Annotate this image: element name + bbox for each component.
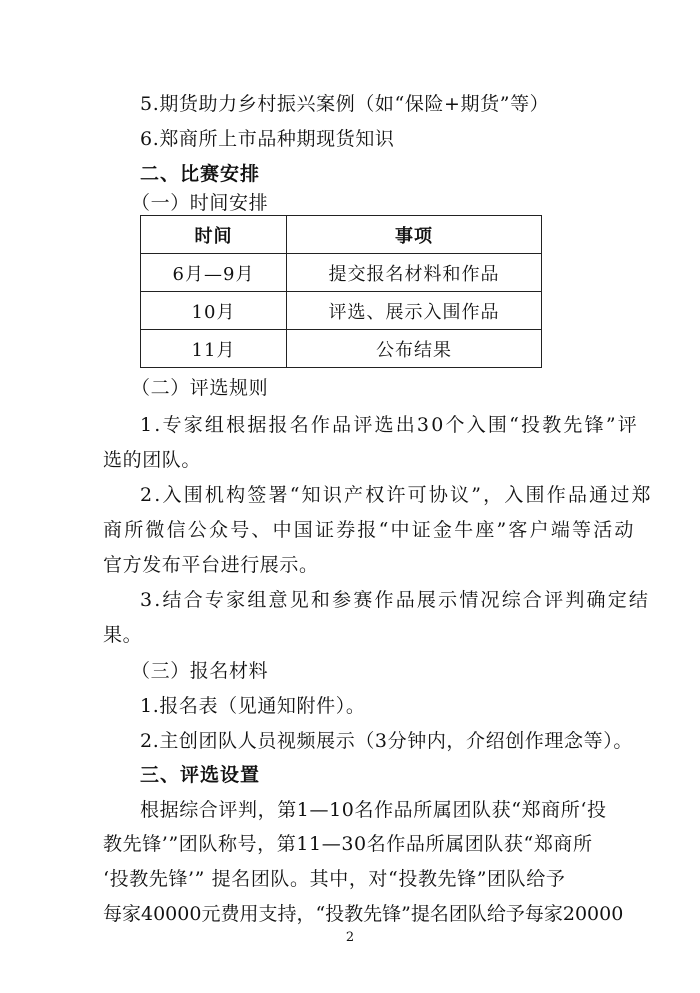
text-line: 教先锋’”团队称号，第11—30名作品所属团队获“郑商所 [103,833,593,855]
table-header-row [141,216,542,254]
table-cell: 提交报名材料和作品 [287,254,542,292]
table-cell: 10月 [141,292,287,330]
subsection-heading: （二）评选规则 [131,377,269,399]
subsection-heading: （三）报名材料 [131,660,269,682]
table-row [141,292,542,330]
text-line: 1.报名表（见通知附件）。 [140,695,366,717]
table-row [141,330,542,368]
text-line: 5.期货助力乡村振兴案例（如“保险+期货”等） [140,93,550,115]
text-line: 官方发布平台进行展示。 [103,554,319,576]
text-line: 每家40000元费用支持，“投教先锋”提名团队给予每家20000 [103,903,624,925]
text-line: 商所微信公众号、中国证券报“中证金牛座”客户端等活动 [103,519,636,541]
section-heading: 二、比赛安排 [140,163,261,185]
table-cell: 6月—9月 [141,254,287,292]
text-line: 选的团队。 [103,449,202,471]
table-cell: 评选、展示入围作品 [287,292,542,330]
text-line: 果。 [103,624,143,646]
page-number: 2 [345,930,355,945]
table-row [141,254,542,292]
section-heading: 三、评选设置 [140,764,261,786]
table-cell: 公布结果 [287,330,542,368]
text-line: 6.郑商所上市品种期现货知识 [140,128,395,150]
table-header-cell: 事项 [287,216,542,254]
table-header-cell: 时间 [141,216,287,254]
text-line: 3.结合专家组意见和参赛作品展示情况综合评判确定结 [140,589,651,611]
text-line: ‘投教先锋’” 提名团队。其中，对“投教先锋”团队给予 [103,868,566,890]
subsection-heading: （一）时间安排 [131,192,269,214]
text-line: 1.专家组根据报名作品评选出30个入围“投教先锋”评 [140,414,639,436]
text-line: 根据综合评判，第1—10名作品所属团队获“郑商所‘投 [140,799,607,821]
text-line: 2.入围机构签署“知识产权许可协议”，入围作品通过郑 [140,484,653,506]
table-cell: 11月 [141,330,287,368]
schedule-table [140,215,542,368]
text-line: 2.主创团队人员视频展示（3分钟内，介绍创作理念等）。 [140,730,633,752]
